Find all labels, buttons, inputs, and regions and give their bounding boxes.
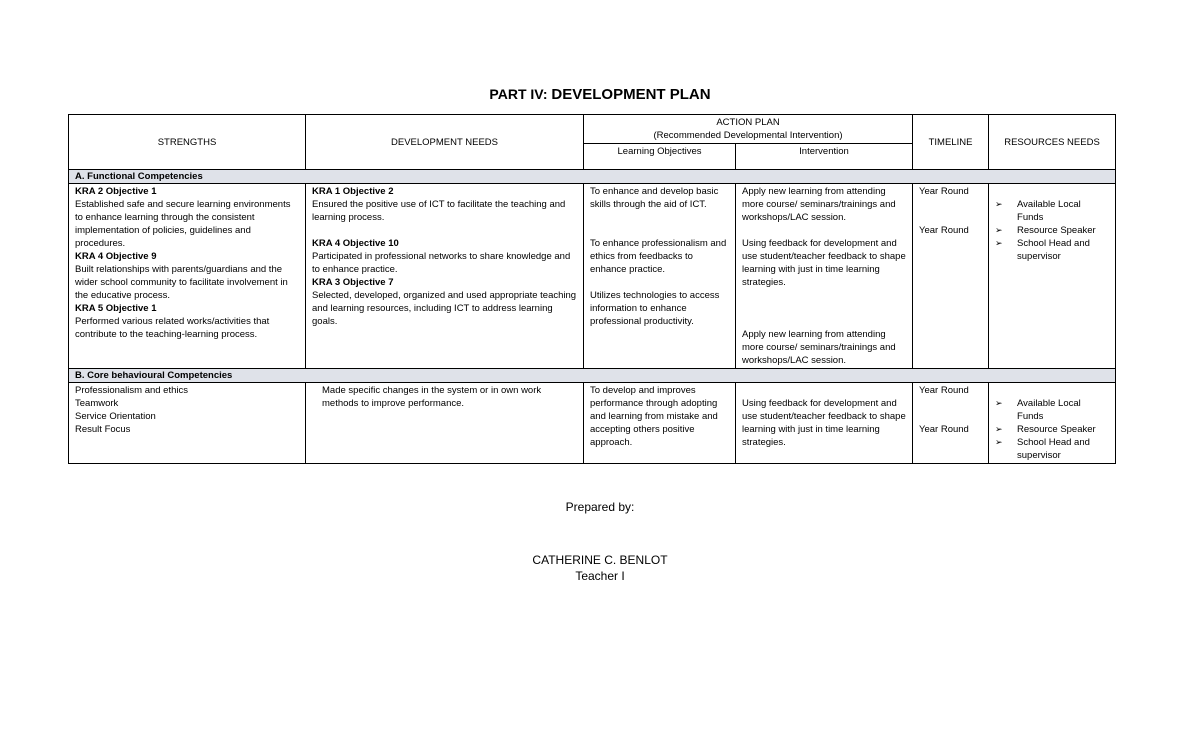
objective-text: Utilizes technologies to access information to enhance professional productivity.: [590, 290, 720, 327]
header-resources-needs: RESOURCES NEEDS: [989, 115, 1116, 170]
objective-text: To enhance and develop basic skills through the aid of ICT.: [590, 186, 719, 210]
section-b-timeline: [913, 383, 989, 464]
arrow-bullet-icon: ➢: [995, 225, 1003, 235]
core-competency-item: Result Focus: [75, 424, 131, 435]
intervention-text: Using feedback for development and use student/teacher feedback to shape learning with just in time learning strategies.: [742, 398, 906, 448]
intervention-text: Using feedback for development and use student/teacher feedback to shape learning with just in time learning strategies.: [742, 238, 906, 288]
section-b-learning-objective: [584, 383, 736, 464]
list-item: ➢ School Head and supervisor: [995, 437, 1090, 461]
list-item: ➢ Available Local Funds: [995, 398, 1081, 422]
strength-text: Established safe and secure learning environments to enhance learning through the consistent implementation of policies, guidelines and procedures.: [75, 199, 291, 249]
core-competency-item: Professionalism and ethics: [75, 385, 188, 396]
section-b-development-needs: [306, 383, 584, 464]
section-b-resources: [989, 383, 1116, 464]
section-b-title: B. Core behavioural Competencies: [69, 369, 1116, 383]
timeline-text: Year Round: [919, 424, 969, 435]
intervention-text: Apply new learning from attending more course/ seminars/trainings and workshops/LAC session.: [742, 329, 896, 366]
development-plan-table: [68, 114, 1116, 464]
arrow-bullet-icon: ➢: [995, 398, 1003, 408]
arrow-bullet-icon: ➢: [995, 199, 1003, 209]
header-action-plan: [584, 115, 913, 144]
need-text: Selected, developed, organized and used appropriate teaching and learning resources, including ICT to address learning goals.: [312, 290, 577, 327]
header-timeline: TIMELINE: [913, 115, 989, 170]
section-b-strengths: [69, 383, 306, 464]
need-text: Participated in professional networks to share knowledge and to enhance practice.: [312, 251, 571, 275]
header-strengths: STRENGTHS: [69, 115, 306, 170]
section-a-resources: [989, 184, 1116, 369]
need-heading: KRA 3 Objective 7: [312, 277, 394, 288]
title-prefix: PART IV:: [489, 86, 548, 102]
strength-text: Built relationships with parents/guardians and the wider school community to facilitate involvement in the educative process.: [75, 264, 288, 301]
arrow-bullet-icon: ➢: [995, 424, 1003, 434]
arrow-bullet-icon: ➢: [995, 437, 1003, 447]
need-heading: KRA 4 Objective 10: [312, 238, 399, 249]
resources-list: [995, 198, 1109, 263]
list-item: ➢ Resource Speaker: [995, 225, 1096, 236]
page-title: [0, 86, 1200, 103]
header-intervention: Intervention: [736, 144, 913, 170]
strength-heading: KRA 2 Objective 1: [75, 186, 157, 197]
timeline-text: Year Round: [919, 225, 969, 236]
strength-text: Performed various related works/activities that contribute to the teaching-learning process.: [75, 316, 270, 340]
section-a-development-needs: [306, 184, 584, 369]
timeline-text: Year Round: [919, 186, 969, 197]
resources-list: [995, 397, 1109, 462]
core-competency-item: Service Orientation: [75, 411, 156, 422]
header-development-needs: DEVELOPMENT NEEDS: [306, 115, 584, 170]
need-heading: KRA 1 Objective 2: [312, 186, 394, 197]
prepared-by-label: Prepared by:: [565, 500, 635, 514]
list-item: ➢ Available Local Funds: [995, 199, 1081, 223]
action-plan-sublabel: (Recommended Developmental Intervention): [653, 130, 843, 141]
timeline-text: Year Round: [919, 385, 969, 396]
section-a-interventions: [736, 184, 913, 369]
section-a-title: A. Functional Competencies: [69, 170, 1116, 184]
signatory-name: CATHERINE C. BENLOT: [532, 553, 668, 567]
arrow-bullet-icon: ➢: [995, 238, 1003, 248]
section-a-learning-objectives: [584, 184, 736, 369]
section-a-strengths: [69, 184, 306, 369]
title-main: DEVELOPMENT PLAN: [551, 86, 711, 103]
strength-heading: KRA 4 Objective 9: [75, 251, 157, 262]
intervention-text: Apply new learning from attending more course/ seminars/trainings and workshops/LAC session.: [742, 186, 896, 223]
section-b-intervention: [736, 383, 913, 464]
list-item: ➢ Resource Speaker: [995, 424, 1096, 435]
objective-text: To develop and improves performance through adopting and learning from mistake and accepting others positive approach.: [590, 385, 718, 448]
signatory-position: Teacher I: [575, 569, 625, 583]
header-learning-objectives: Learning Objectives: [584, 144, 736, 170]
need-text: Ensured the positive use of ICT to facilitate the teaching and learning process.: [312, 199, 566, 223]
core-competency-item: Teamwork: [75, 398, 119, 409]
action-plan-label: ACTION PLAN: [716, 117, 780, 128]
section-a-timeline: [913, 184, 989, 369]
strength-heading: KRA 5 Objective 1: [75, 303, 157, 314]
need-text: Made specific changes in the system or in own work methods to improve performance.: [322, 385, 542, 409]
list-item: ➢ School Head and supervisor: [995, 238, 1090, 262]
objective-text: To enhance professionalism and ethics from feedbacks to enhance practice.: [590, 238, 727, 275]
